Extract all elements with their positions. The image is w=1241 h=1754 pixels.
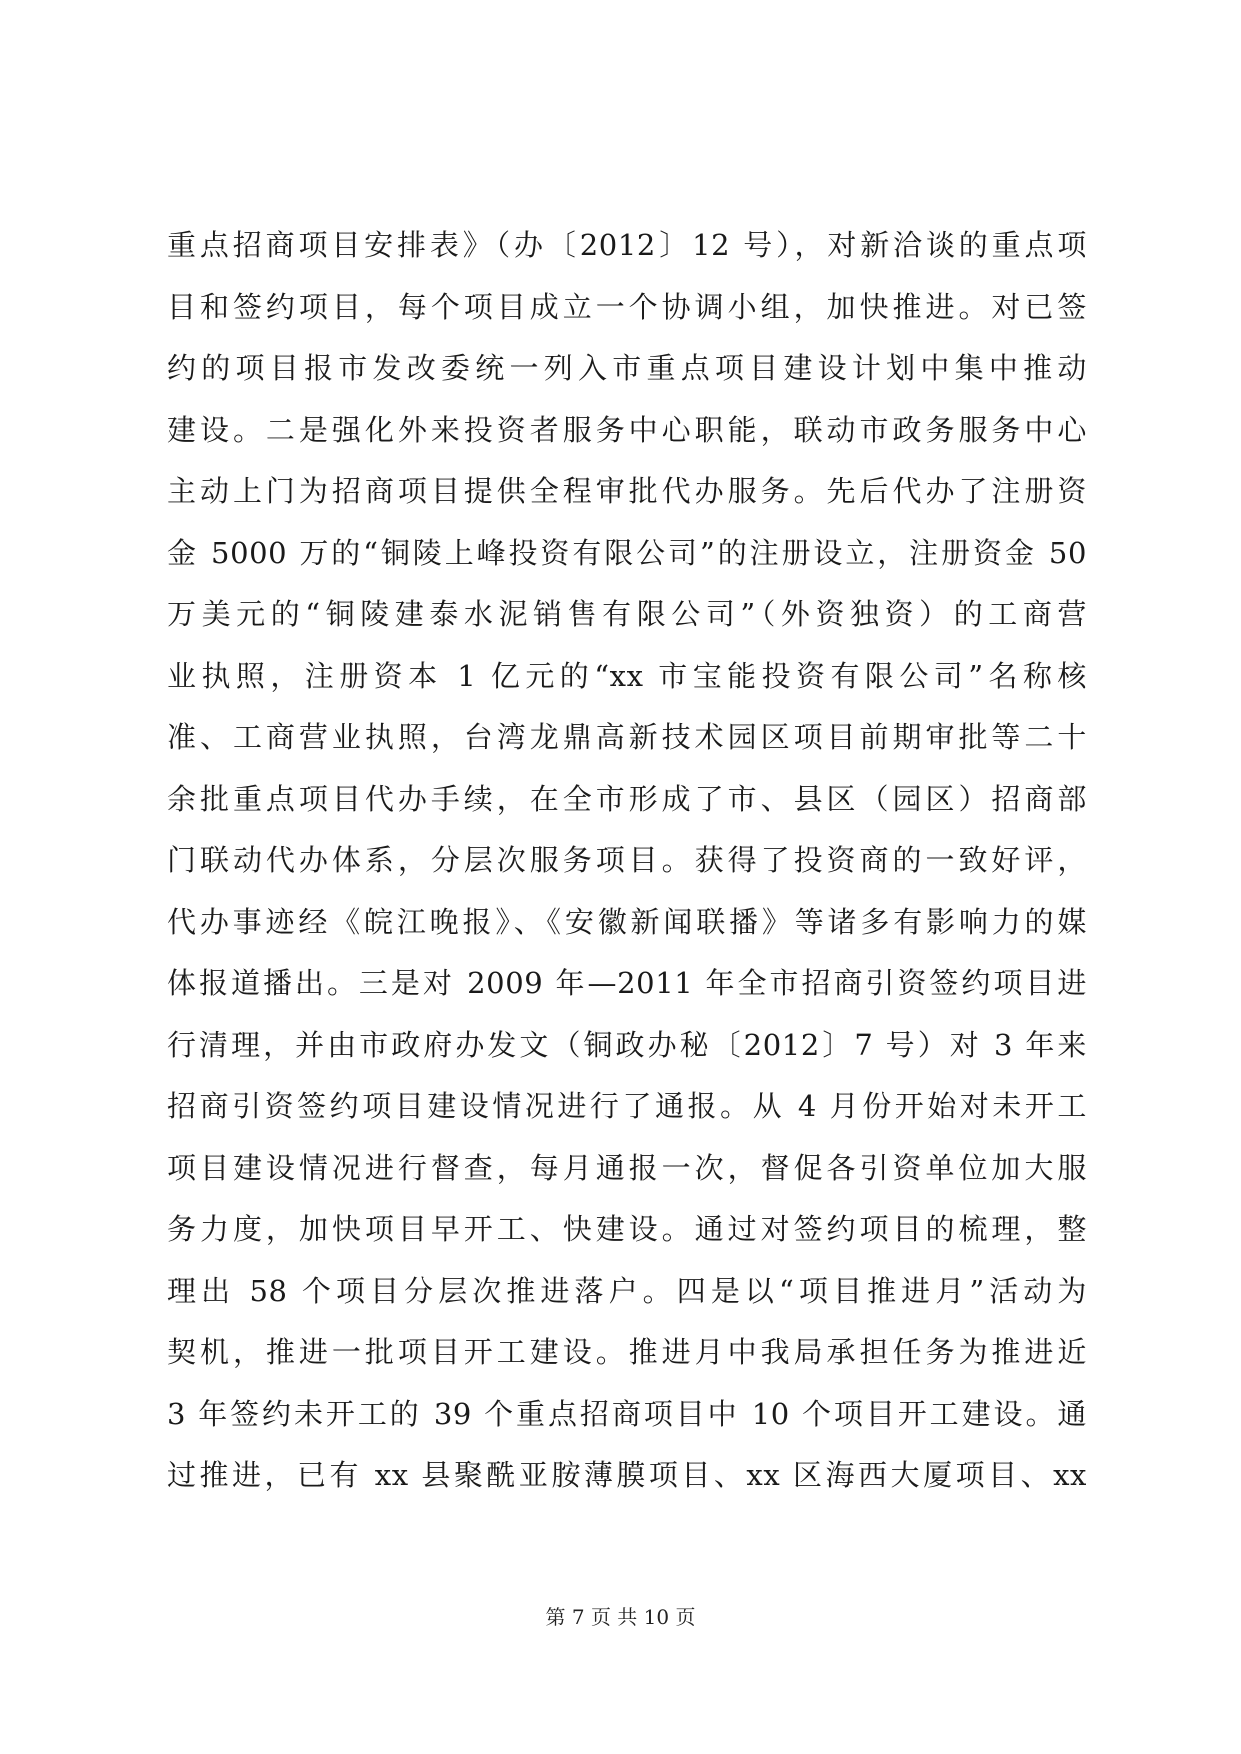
text-line: 余批重点项目代办手续，在全市形成了市、县区（园区）招商部 (167, 781, 1087, 816)
text-line: 项目建设情况进行督查，每月通报一次，督促各引资单位加大服 (167, 1150, 1087, 1185)
text-line: 务力度，加快项目早开工、快建设。通过对签约项目的梳理，整 (167, 1212, 1087, 1246)
text-line: 理出 58 个项目分层次推进落户。四是以“项目推进月”活动为 (167, 1273, 1087, 1308)
text-line: 准、工商营业执照，台湾龙鼎高新技术园区项目前期审批等二十 (167, 720, 1087, 754)
text-line: 契机，推进一批项目开工建设。推进月中我局承担任务为推进近 (167, 1335, 1087, 1369)
text-line: 约的项目报市发改委统一列入市重点项目建设计划中集中推动 (167, 351, 1087, 385)
text-line: 招商引资签约项目建设情况进行了通报。从 4 月份开始对未开工 (167, 1089, 1087, 1123)
text-line: 行清理，并由市政府办发文（铜政办秘〔2012〕7 号）对 3 年来 (167, 1027, 1087, 1062)
text-line: 门联动代办体系，分层次服务项目。获得了投资商的一致好评， (167, 843, 1087, 877)
page-number-footer: 第 7 页 共 10 页 (545, 1605, 696, 1629)
text-line: 主动上门为招商项目提供全程审批代办服务。先后代办了注册资 (167, 474, 1087, 508)
text-line: 业执照，注册资本 1 亿元的“xx 市宝能投资有限公司”名称核 (167, 658, 1087, 693)
text-line: 3 年签约未开工的 39 个重点招商项目中 10 个项目开工建设。通 (167, 1396, 1087, 1431)
text-line: 金 5000 万的“铜陵上峰投资有限公司”的注册设立，注册资金 50 (167, 535, 1087, 570)
text-line: 万美元的“铜陵建泰水泥销售有限公司”（外资独资）的工商营 (167, 597, 1087, 631)
text-line: 建设。二是强化外来投资者服务中心职能，联动市政务服务中心 (167, 412, 1087, 447)
text-line: 体报道播出。三是对 2009 年—2011 年全市招商引资签约项目进 (167, 966, 1087, 1000)
text-line: 重点招商项目安排表》（办〔2012〕12 号），对新洽谈的重点项 (167, 228, 1087, 262)
text-line: 代办事迹经《皖江晚报》、《安徽新闻联播》等诸多有影响力的媒 (167, 904, 1087, 939)
text-line: 目和签约项目，每个项目成立一个协调小组，加快推进。对已签 (167, 289, 1087, 324)
text-line: 过推进，已有 xx 县聚酰亚胺薄膜项目、xx 区海西大厦项目、xx (167, 1458, 1087, 1492)
document-body (167, 228, 1087, 1520)
